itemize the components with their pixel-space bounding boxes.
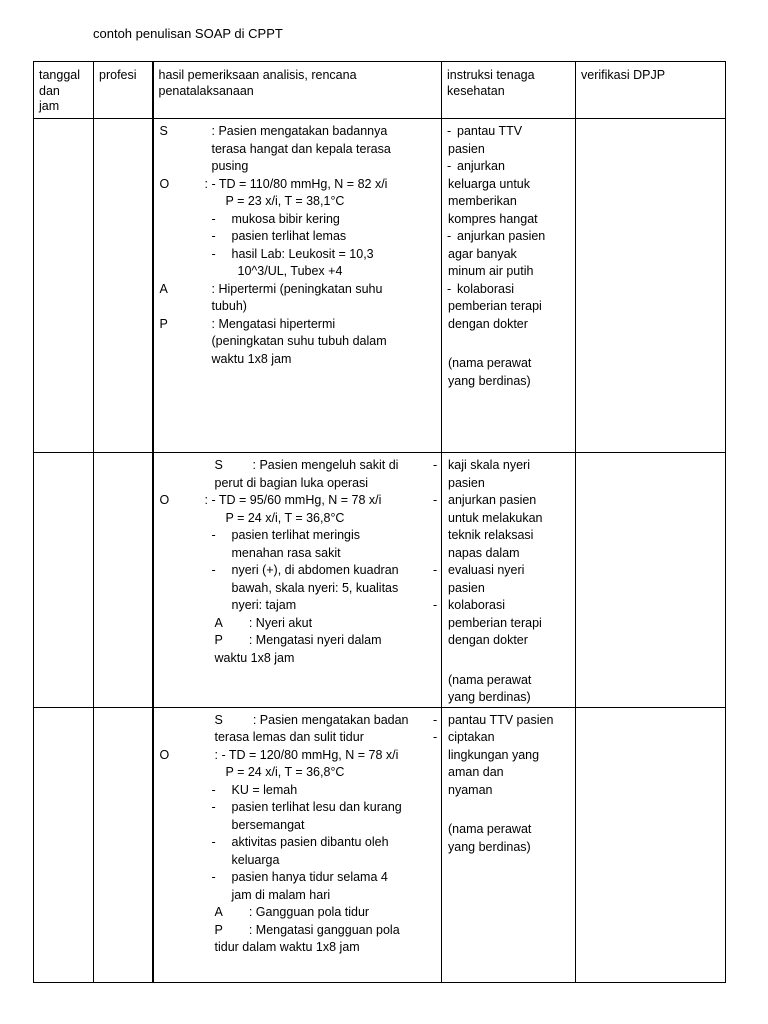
cell-instruksi bbox=[433, 707, 576, 982]
soap-text: pasien terlihat lemas bbox=[231, 229, 347, 243]
soap-label-p: P bbox=[214, 922, 223, 937]
instruction-text: napas dalam bbox=[448, 545, 520, 560]
cell-verifikasi bbox=[576, 453, 726, 708]
soap-text: : - TD = 95/60 mmHg, N = 78 x/i bbox=[204, 493, 382, 507]
soap-label-s: S bbox=[214, 712, 223, 727]
soap-text: KU = lemah bbox=[231, 782, 298, 797]
soap-text: : Gangguan pola tidur bbox=[248, 905, 370, 919]
soap-text: nyeri (+), di abdomen kuadran bbox=[231, 563, 399, 577]
dash: - bbox=[211, 870, 216, 884]
header-tanggal bbox=[34, 62, 94, 119]
header-text: jam bbox=[39, 99, 60, 114]
soap-text: terasa lemas dan sulit tidur bbox=[214, 730, 364, 744]
note-text: yang berdinas) bbox=[448, 690, 531, 704]
note-text: yang berdinas) bbox=[448, 839, 531, 854]
instruction-text: pantau TTV bbox=[457, 124, 523, 138]
soap-label-o: O bbox=[159, 493, 170, 507]
soap-text: : - TD = 120/80 mmHg, N = 78 x/i bbox=[214, 747, 399, 762]
instruction-text: minum air putih bbox=[448, 264, 534, 278]
nurse-note bbox=[448, 672, 571, 707]
soap-text: terasa hangat dan kepala terasa bbox=[211, 141, 391, 156]
soap-label-a: A bbox=[159, 281, 168, 296]
dash: - bbox=[211, 835, 216, 849]
soap-text: : Pasien mengatakan badan bbox=[252, 712, 409, 727]
soap-text: jam di malam hari bbox=[231, 887, 331, 902]
dash: - bbox=[447, 124, 452, 138]
table-row bbox=[34, 119, 726, 453]
soap-text: : Mengatasi gangguan pola bbox=[248, 922, 400, 937]
cell-tanggal bbox=[34, 119, 94, 453]
soap-text: : Hipertermi (peningkatan suhu bbox=[211, 281, 383, 296]
dash: - bbox=[447, 159, 452, 173]
instruction-text: ciptakan bbox=[448, 730, 495, 744]
header-text: hasil pemeriksaan analisis, rencana bbox=[158, 68, 357, 82]
soap-text: : - TD = 110/80 mmHg, N = 82 x/i bbox=[204, 176, 388, 191]
dash: - bbox=[211, 528, 216, 542]
soap-text: perut di bagian luka operasi bbox=[214, 475, 369, 490]
cell-tanggal bbox=[34, 707, 94, 982]
soap-text: : Nyeri akut bbox=[248, 615, 313, 630]
soap-text: P = 24 x/i, T = 36,8°C bbox=[225, 765, 345, 779]
dash: - bbox=[211, 800, 216, 814]
soap-text: bersemangat bbox=[231, 817, 305, 832]
cell-soap bbox=[153, 119, 442, 453]
note-text: yang berdinas) bbox=[448, 373, 531, 388]
dash: - bbox=[211, 229, 216, 243]
header-text: kesehatan bbox=[447, 83, 505, 98]
instruction-text: anjurkan pasien bbox=[457, 229, 546, 243]
soap-label-s: S bbox=[159, 124, 168, 138]
table-header-row bbox=[34, 62, 726, 119]
instruction-text: pemberian terapi bbox=[448, 615, 542, 630]
dash: - bbox=[433, 598, 438, 612]
soap-text: pusing bbox=[211, 159, 249, 173]
cell-tanggal bbox=[34, 453, 94, 708]
instruction-text: kompres hangat bbox=[448, 211, 538, 226]
header-text: instruksi tenaga bbox=[447, 68, 535, 82]
dash: - bbox=[433, 712, 438, 727]
header-instruksi bbox=[442, 62, 576, 119]
cell-verifikasi bbox=[576, 119, 726, 453]
soap-text: : Mengatasi nyeri dalam bbox=[248, 633, 382, 647]
soap-text: mukosa bibir kering bbox=[231, 211, 340, 226]
instruction-text: anjurkan pasien bbox=[448, 493, 537, 507]
soap-label-o: O bbox=[159, 747, 170, 762]
cell-soap bbox=[153, 707, 442, 982]
instruction-text: kolaborasi bbox=[448, 598, 505, 612]
instruction-text: aman dan bbox=[448, 765, 504, 779]
header-text: dan bbox=[39, 83, 60, 98]
soap-text: P = 24 x/i, T = 36,8°C bbox=[225, 510, 345, 525]
cell-profesi bbox=[94, 119, 153, 453]
cell-instruksi bbox=[433, 453, 576, 708]
soap-text: pasien terlihat meringis bbox=[231, 528, 361, 542]
dash: - bbox=[211, 211, 216, 226]
table-row bbox=[34, 707, 726, 982]
soap-text: pasien hanya tidur selama 4 bbox=[231, 870, 388, 884]
instruction-text: kaji skala nyeri bbox=[448, 458, 530, 472]
dash: - bbox=[447, 229, 452, 243]
instruction-text: dengan dokter bbox=[448, 316, 528, 331]
note-text: (nama perawat bbox=[448, 672, 532, 687]
soap-label-p: P bbox=[214, 633, 223, 647]
instruction-text: memberikan bbox=[448, 194, 517, 208]
dash: - bbox=[211, 563, 216, 577]
cell-instruksi bbox=[442, 119, 576, 453]
cell-profesi bbox=[94, 453, 153, 708]
cell-soap bbox=[153, 453, 442, 708]
soap-text: pasien terlihat lesu dan kurang bbox=[231, 800, 402, 814]
dash: - bbox=[433, 458, 438, 472]
soap-text: waktu 1x8 jam bbox=[214, 650, 295, 665]
soap-label-s: S bbox=[214, 458, 223, 472]
dash: - bbox=[433, 730, 438, 744]
soap-text: waktu 1x8 jam bbox=[211, 351, 292, 366]
soap-text: keluarga bbox=[231, 852, 280, 867]
soap-label-a: A bbox=[214, 615, 223, 630]
header-verifikasi: verifikasi DPJP bbox=[576, 62, 726, 119]
instruction-text: pantau TTV pasien bbox=[448, 712, 554, 727]
dash: - bbox=[433, 563, 438, 577]
header-hasil bbox=[153, 62, 442, 119]
dash: - bbox=[211, 782, 216, 797]
soap-text: : Pasien mengeluh sakit di bbox=[252, 458, 399, 472]
cell-profesi bbox=[94, 707, 153, 982]
note-text: (nama perawat bbox=[448, 822, 532, 836]
instruction-text: dengan dokter bbox=[448, 633, 528, 647]
soap-label-p: P bbox=[159, 316, 168, 331]
instruction-text: pasien bbox=[448, 475, 485, 490]
nurse-note bbox=[448, 355, 571, 390]
nurse-note bbox=[448, 821, 571, 856]
document-title: contoh penulisan SOAP di CPPT bbox=[93, 26, 283, 41]
instruction-text: teknik relaksasi bbox=[448, 528, 534, 542]
dash: - bbox=[211, 246, 216, 261]
instruction-text: evaluasi nyeri bbox=[448, 563, 525, 577]
soap-label-o: O bbox=[159, 176, 170, 191]
soap-text: tubuh) bbox=[211, 299, 247, 313]
soap-text: aktivitas pasien dibantu oleh bbox=[231, 835, 389, 849]
instruction-text: untuk melakukan bbox=[448, 510, 543, 525]
instruction-text: nyaman bbox=[448, 782, 493, 797]
note-text: (nama perawat bbox=[448, 356, 532, 370]
soap-text: menahan rasa sakit bbox=[231, 545, 341, 560]
soap-text: bawah, skala nyeri: 5, kualitas bbox=[231, 580, 399, 595]
instruction-text: lingkungan yang bbox=[448, 747, 540, 762]
soap-label-a: A bbox=[214, 905, 223, 919]
soap-text: hasil Lab: Leukosit = 10,3 bbox=[231, 246, 374, 261]
instruction-text: keluarga untuk bbox=[448, 176, 531, 191]
table-row bbox=[34, 453, 726, 708]
dash: - bbox=[447, 281, 452, 296]
soap-text: : Pasien mengatakan badannya bbox=[211, 124, 388, 138]
soap-text: 10^3/UL, Tubex +4 bbox=[237, 264, 343, 278]
header-profesi: profesi bbox=[94, 62, 153, 119]
soap-text: (peningkatan suhu tubuh dalam bbox=[211, 334, 387, 348]
dash: - bbox=[433, 493, 438, 507]
instruction-text: pasien bbox=[448, 580, 485, 595]
instruction-text: agar banyak bbox=[448, 246, 517, 261]
instruction-text: kolaborasi bbox=[457, 281, 514, 296]
instruction-text: pemberian terapi bbox=[448, 299, 542, 313]
cppt-table bbox=[33, 61, 726, 983]
instruction-text: pasien bbox=[448, 141, 485, 156]
header-text: penatalaksanaan bbox=[158, 83, 254, 98]
cell-verifikasi bbox=[576, 707, 726, 982]
soap-text: P = 23 x/i, T = 38,1°C bbox=[225, 194, 345, 208]
soap-text: nyeri: tajam bbox=[231, 598, 297, 612]
soap-text: tidur dalam waktu 1x8 jam bbox=[214, 940, 360, 954]
header-text: tanggal bbox=[39, 68, 81, 82]
instruction-text: anjurkan bbox=[457, 159, 505, 173]
soap-text: : Mengatasi hipertermi bbox=[211, 316, 336, 331]
